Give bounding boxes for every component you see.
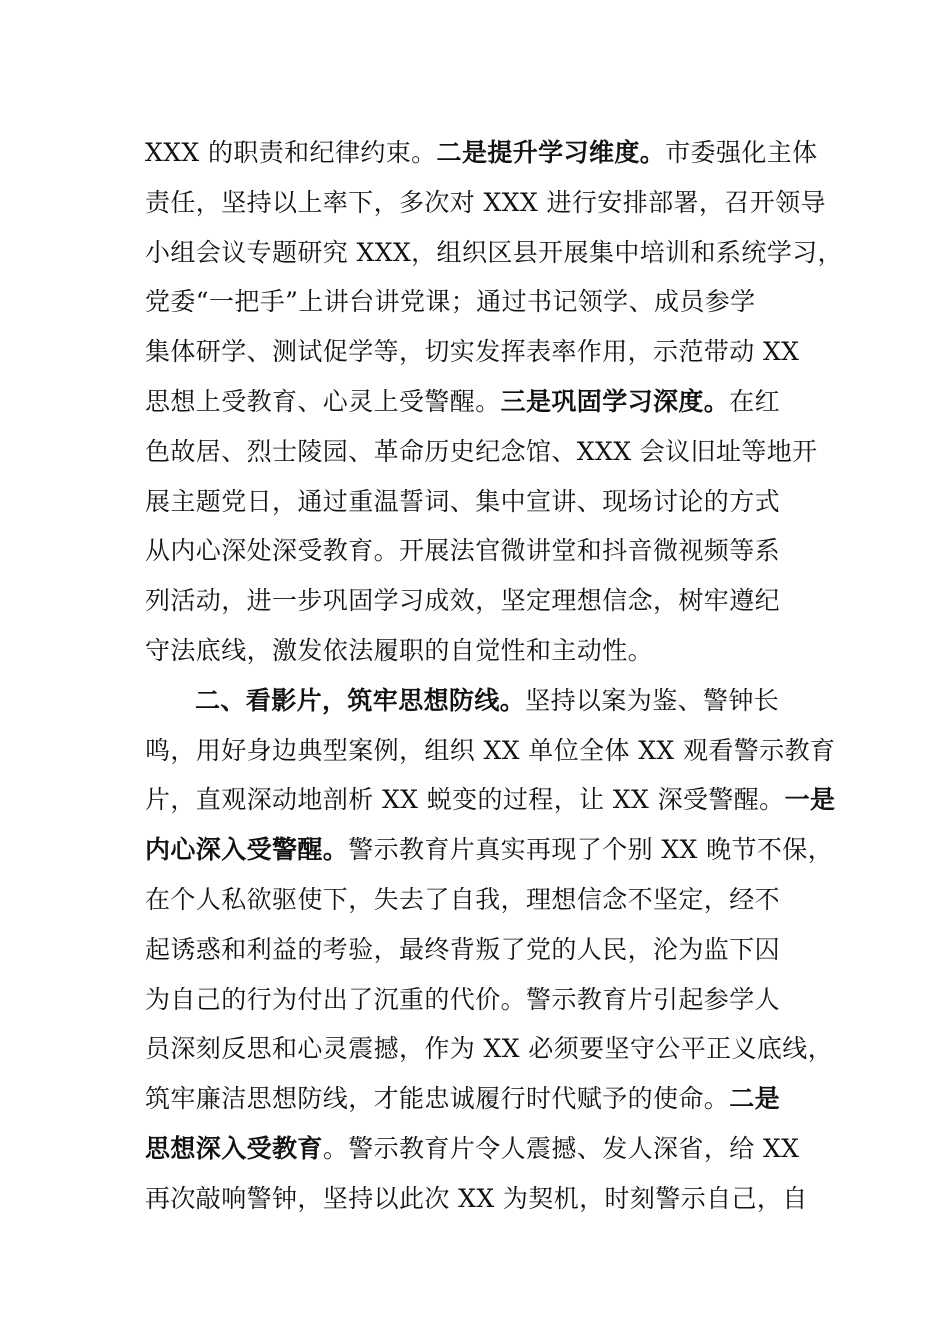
text-line-7 <box>145 427 818 477</box>
text-run: 为自己的行为付出了沉重的代价。警示教育片引起参学人 <box>145 984 781 1014</box>
text-line-2 <box>145 178 826 228</box>
text-line-8 <box>145 477 815 527</box>
text-line-22 <box>145 1174 815 1224</box>
text-run: 在个人私欲驱使下，失去了自我，理想信念不坚定，经不 <box>145 884 781 914</box>
bold-heading-run: 思想深入受教育 <box>145 1133 323 1163</box>
bold-heading-run: 二是提升学习维度。 <box>436 138 666 167</box>
text-run: 员深刻反思和心灵震撼，作为 XX 必须要坚守公平正义底线， <box>145 1034 834 1064</box>
text-run: 展主题党日，通过重温誓词、集中宣讲、现场讨论的方式 <box>145 486 781 516</box>
text-run: 从内心深处深受教育。开展法官微讲堂和抖音微视频等系 <box>145 536 781 566</box>
text-line-16 <box>145 875 815 925</box>
text-line-5 <box>145 327 815 377</box>
bold-heading-run: 内心深入受警醒。 <box>145 835 349 865</box>
text-line-14 <box>145 775 836 825</box>
text-line-10 <box>145 576 815 626</box>
text-line-3 <box>145 228 843 278</box>
text-line-13 <box>145 726 836 776</box>
section-heading: 二、看影片，筑牢思想防线。 <box>195 685 526 715</box>
text-run: 在红 <box>729 386 781 416</box>
text-run: 再次敲响警钟，坚持以此次 XX 为契机，时刻警示自己，自 <box>145 1183 808 1213</box>
text-line-9 <box>145 526 815 576</box>
text-run: 集体研学、测试促学等，切实发挥表率作用，示范带动 XX <box>145 337 800 367</box>
text-line-1 <box>145 128 818 178</box>
text-run: 市委强化主体 <box>665 138 818 167</box>
bold-heading-run: 二是 <box>729 1084 781 1114</box>
text-run: 鸣，用好身边典型案例，组织 XX 单位全体 XX 观看警示教育 <box>145 735 836 765</box>
text-line-11 <box>145 626 815 676</box>
text-run: XXX 的职责和纪律约束。 <box>145 138 437 167</box>
text-line-17 <box>145 925 815 975</box>
bold-heading-run: 一是 <box>784 785 836 815</box>
section-heading-line <box>145 676 815 726</box>
text-run: 守法底线，激发依法履职的自觉性和主动性。 <box>145 635 654 665</box>
text-run: 色故居、烈士陵园、革命历史纪念馆、XXX 会议旧址等地开 <box>145 436 818 466</box>
document-body <box>145 128 843 1224</box>
text-line-19 <box>145 1024 834 1074</box>
text-line-6 <box>145 377 815 427</box>
text-run: 警示教育片真实再现了个别 XX 晚节不保， <box>348 835 834 865</box>
text-line-4 <box>145 277 815 327</box>
text-line-21 <box>145 1124 815 1174</box>
text-run: 筑牢廉洁思想防线，才能忠诚履行时代赋予的使命。 <box>145 1084 730 1114</box>
text-run: 列活动，进一步巩固学习成效，坚定理想信念，树牢遵纪 <box>145 586 781 616</box>
text-run: 坚持以案为鉴、警钟长 <box>525 685 780 715</box>
text-run: 小组会议专题研究 XXX，组织区县开展集中培训和系统学习， <box>145 237 843 267</box>
text-line-18 <box>145 975 815 1025</box>
text-run: 思想上受教育、心灵上受警醒。 <box>145 386 501 416</box>
text-run: 党委“一把手”上讲台讲党课；通过书记领学、成员参学 <box>145 287 756 317</box>
text-run: 责任，坚持以上率下，多次对 XXX 进行安排部署，召开领导 <box>145 187 826 217</box>
text-run: 。警示教育片令人震撼、发人深省，给 XX <box>322 1133 800 1163</box>
text-run: 片，直观深动地剖析 XX 蜕变的过程，让 XX 深受警醒。 <box>145 785 785 815</box>
bold-heading-run: 三是巩固学习深度。 <box>500 386 730 416</box>
text-run: 起诱惑和利益的考验，最终背叛了党的人民，沦为监下囚 <box>145 934 781 964</box>
text-line-20 <box>145 1074 815 1124</box>
text-line-15 <box>145 825 834 875</box>
